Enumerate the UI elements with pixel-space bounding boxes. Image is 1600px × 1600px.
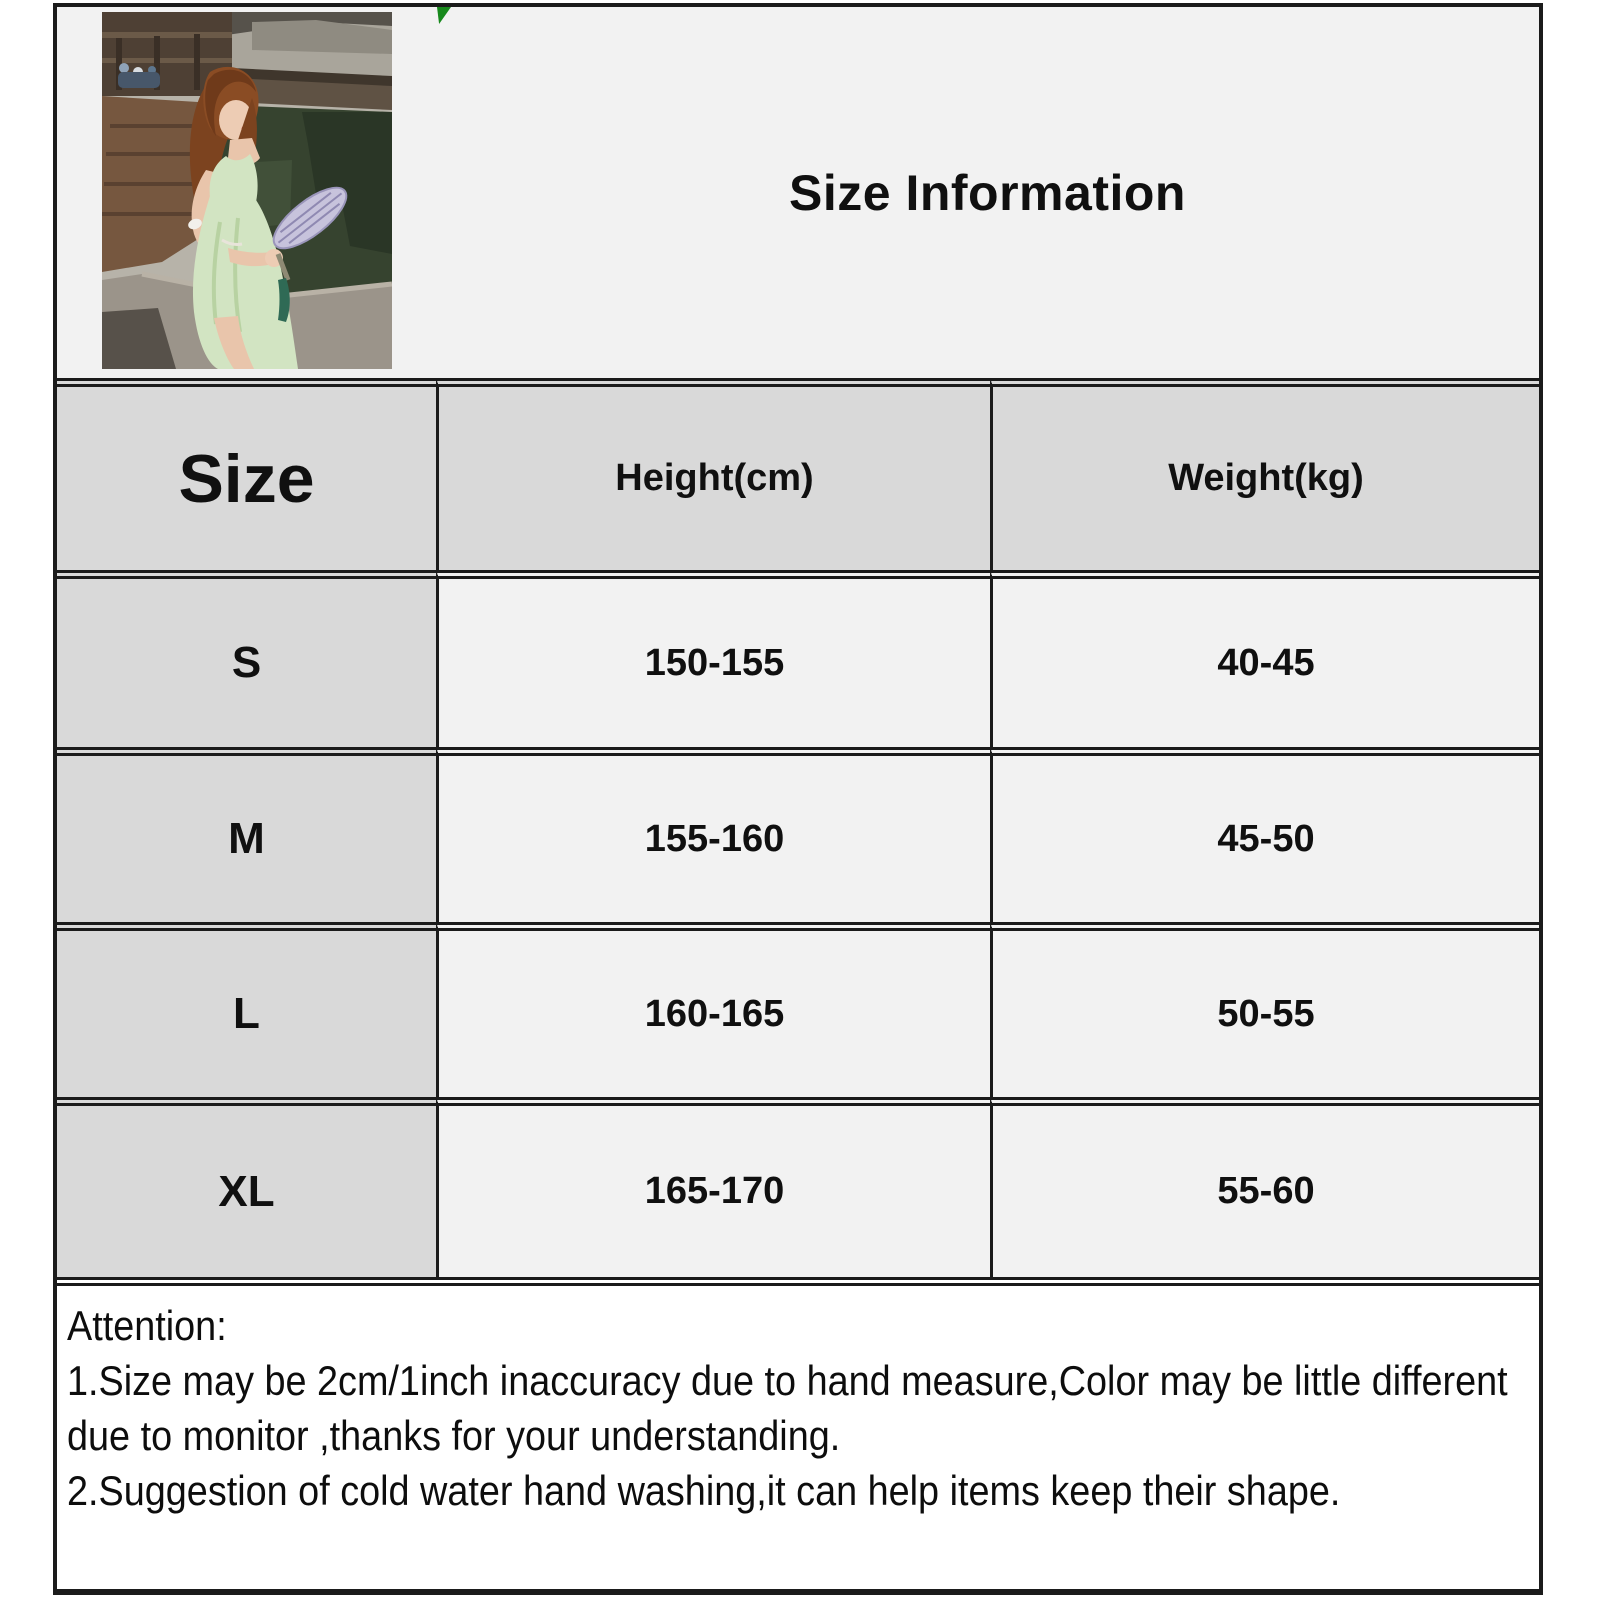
row-l-weight-value: 50-55 [990,922,1539,1097]
attention-note-2: 2.Suggestion of cold water hand washing,it can help items keep their shape. [67,1467,1341,1515]
row-m-weight-value: 45-50 [990,747,1539,922]
page-title: Size Information [789,164,1186,221]
row-xl-height-value: 165-170 [436,1097,990,1277]
title-cell [436,7,1539,378]
row-s-size-label: S [57,570,436,747]
column-header-weight: Weight(kg) [990,378,1539,570]
attention-heading: Attention: [67,1302,227,1349]
row-l-size-label: L [57,922,436,1097]
row-s-height-value: 150-155 [436,570,990,747]
row-xl-size-label: XL [57,1097,436,1277]
row-xl-weight-value: 55-60 [990,1097,1539,1277]
attention-section [57,1277,1539,1589]
model-photo [102,12,392,369]
attention-text [67,1298,1534,1518]
row-m-size-label: M [57,747,436,922]
photo-cell [57,7,436,378]
column-header-size: Size [57,378,436,570]
size-chart-table [53,3,1543,1595]
cell-corner-marker-icon [437,7,451,24]
row-l-height-value: 160-165 [436,922,990,1097]
row-s-weight-value: 40-45 [990,570,1539,747]
column-header-height: Height(cm) [436,378,990,570]
attention-note-1: 1.Size may be 2cm/1inch inaccuracy due to hand measure,Color may be little different due to monitor ,thanks for your understanding. [67,1357,1508,1460]
row-m-height-value: 155-160 [436,747,990,922]
